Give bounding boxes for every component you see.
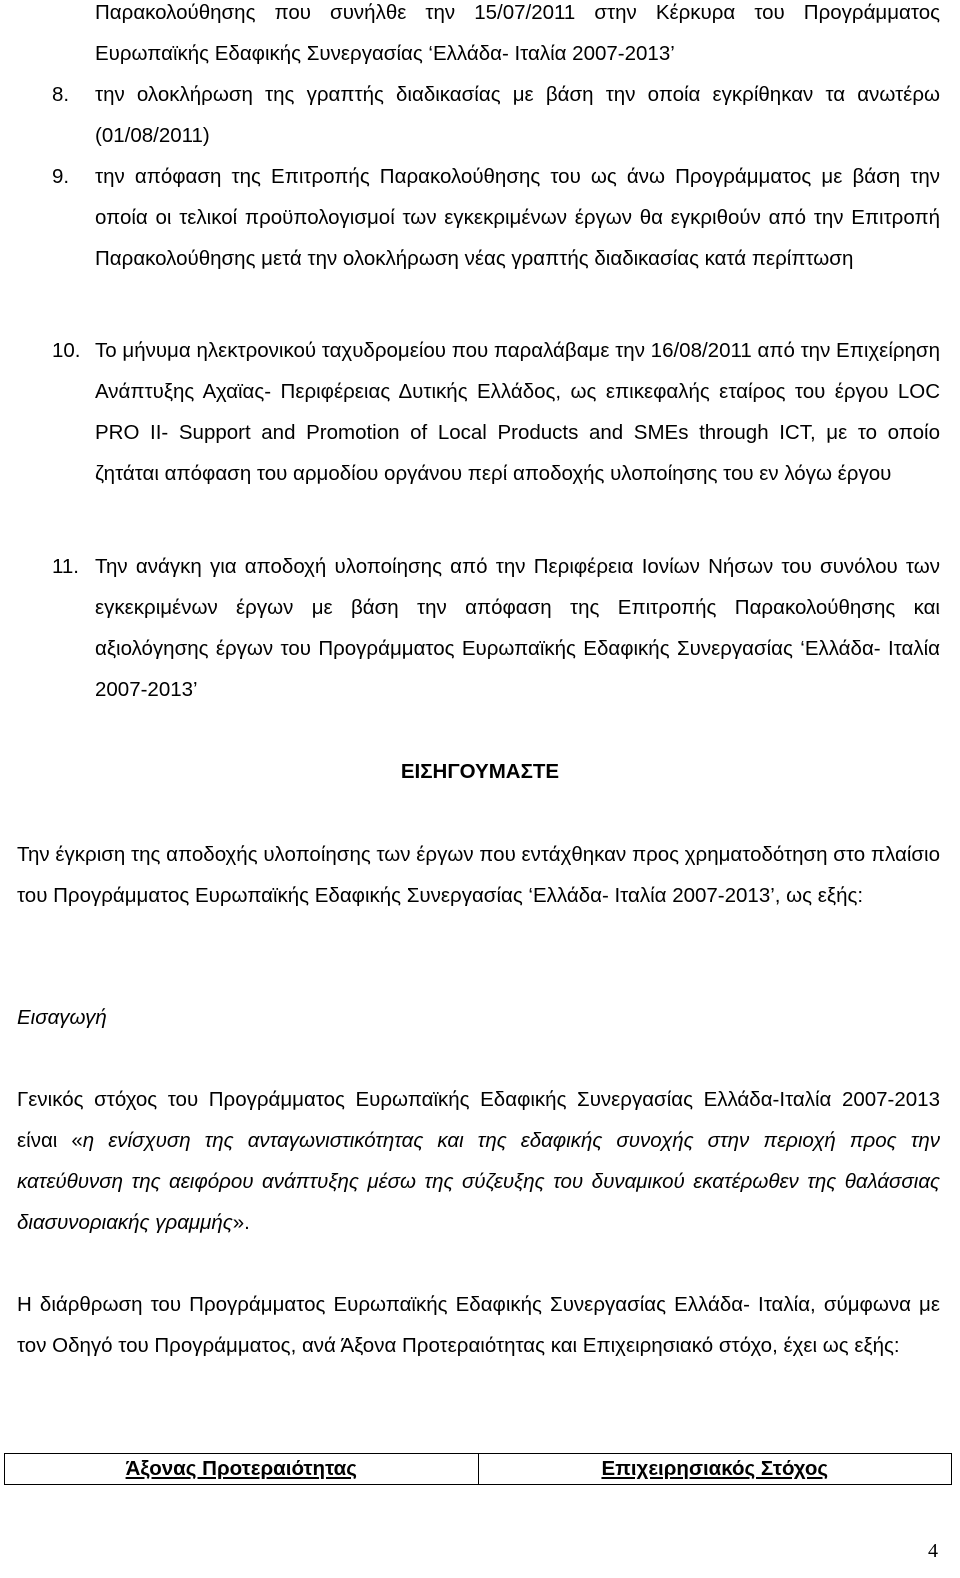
axes-table <box>4 1453 952 1485</box>
structure-paragraph: Η διάρθρωση του Προγράμματος Ευρωπαϊκής Εδαφικής Συνεργασίας Ελλάδα- Ιταλία, σύμφωνα με τον Οδηγό του Προγράμματος, ανά Άξονα Προτεραιότητας και Επιχειρησιακό στόχο, έχει ως εξής: <box>17 1293 940 1357</box>
list-text: την ολοκλήρωση της γραπτής διαδικασίας με βάση την οποία εγκρίθηκαν τα ανωτέρω (01/08/2011) <box>95 83 940 147</box>
list-text: την απόφαση της Επιτροπής Παρακολούθησης του ως άνω Προγράμματος με βάση την οποία οι τελικοί προϋπολογισμοί των εγκεκριμένων έργων θα εγκριθούν από την Επιτροπή Παρακολούθησης μετά την ολοκλήρωση νέας γραπτής διαδικασίας κατά περίπτωση <box>95 165 940 270</box>
intro-label: Εισαγωγή <box>17 1006 107 1029</box>
list-number: 10. <box>52 339 81 362</box>
goal-prefix: Γενικός στόχος του Προγράμματος Ευρωπαϊκής Εδαφικής Συνεργασίας Ελλάδα-Ιταλία 2007-2013 είναι « <box>17 1088 940 1152</box>
list-number: 9. <box>52 165 70 188</box>
approval-paragraph: Την έγκριση της αποδοχής υλοποίησης των έργων που εντάχθηκαν προς χρηματοδότηση στο πλαίσιο του Προγράμματος Ευρωπαϊκής Εδαφικής Συνεργασίας ‘Ελλάδα- Ιταλία 2007-2013’, ως εξής: <box>17 843 940 907</box>
goal-paragraph <box>17 1079 940 1243</box>
header-operational-goal: Επιχειρησιακός Στόχος <box>478 1454 952 1485</box>
goal-italic: η ενίσχυση της ανταγωνιστικότητας και της εδαφικής συνοχής στην περιοχή προς την κατεύθυνση της αειφόρου ανάπτυξης μέσω της σύζευξης του δυναμικού εκατέρωθεν της θαλάσσιας διασυνοριακής γραμμής <box>17 1129 940 1234</box>
page-number: 4 <box>928 1540 938 1562</box>
list-text: Την ανάγκη για αποδοχή υλοποίησης από την Περιφέρεια Ιονίων Νήσων του συνόλου των εγκεκριμένων έργων με βάση την απόφαση της Επιτροπής Παρακολούθησης και αξιολόγησης έργων του Προγράμματος Ευρωπαϊκής Εδαφικής Συνεργασίας ‘Ελλάδα- Ιταλία 2007-2013’ <box>95 555 940 701</box>
goal-suffix: ». <box>232 1211 250 1234</box>
list-number: 8. <box>52 83 70 106</box>
table-header-row <box>5 1454 952 1485</box>
list-number: 11. <box>52 555 79 578</box>
recommendation-heading: ΕΙΣΗΓΟΥΜΑΣΤΕ <box>400 760 560 783</box>
list-text: Το μήνυμα ηλεκτρονικού ταχυδρομείου που παραλάβαμε την 16/08/2011 από την Επιχείρηση Ανάπτυξης Αχαϊας- Περιφέρειας Δυτικής Ελλάδος, ως επικεφαλής εταίρος του έργου LOC PRO II- Support and Promotion of Local Products and SMEs through ICT, με το οποίο ζητάται απόφαση του αρμοδίου οργάνου περί αποδοχής υλοποίησης του εν λόγω έργου <box>95 339 940 485</box>
intro-continuation: Παρακολούθησης που συνήλθε την 15/07/2011 στην Κέρκυρα του Προγράμματος Ευρωπαϊκής Εδαφικής Συνεργασίας ‘Ελλάδα- Ιταλία 2007-2013’ <box>95 1 940 65</box>
header-priority-axis: Άξονας Προτεραιότητας <box>5 1454 479 1485</box>
